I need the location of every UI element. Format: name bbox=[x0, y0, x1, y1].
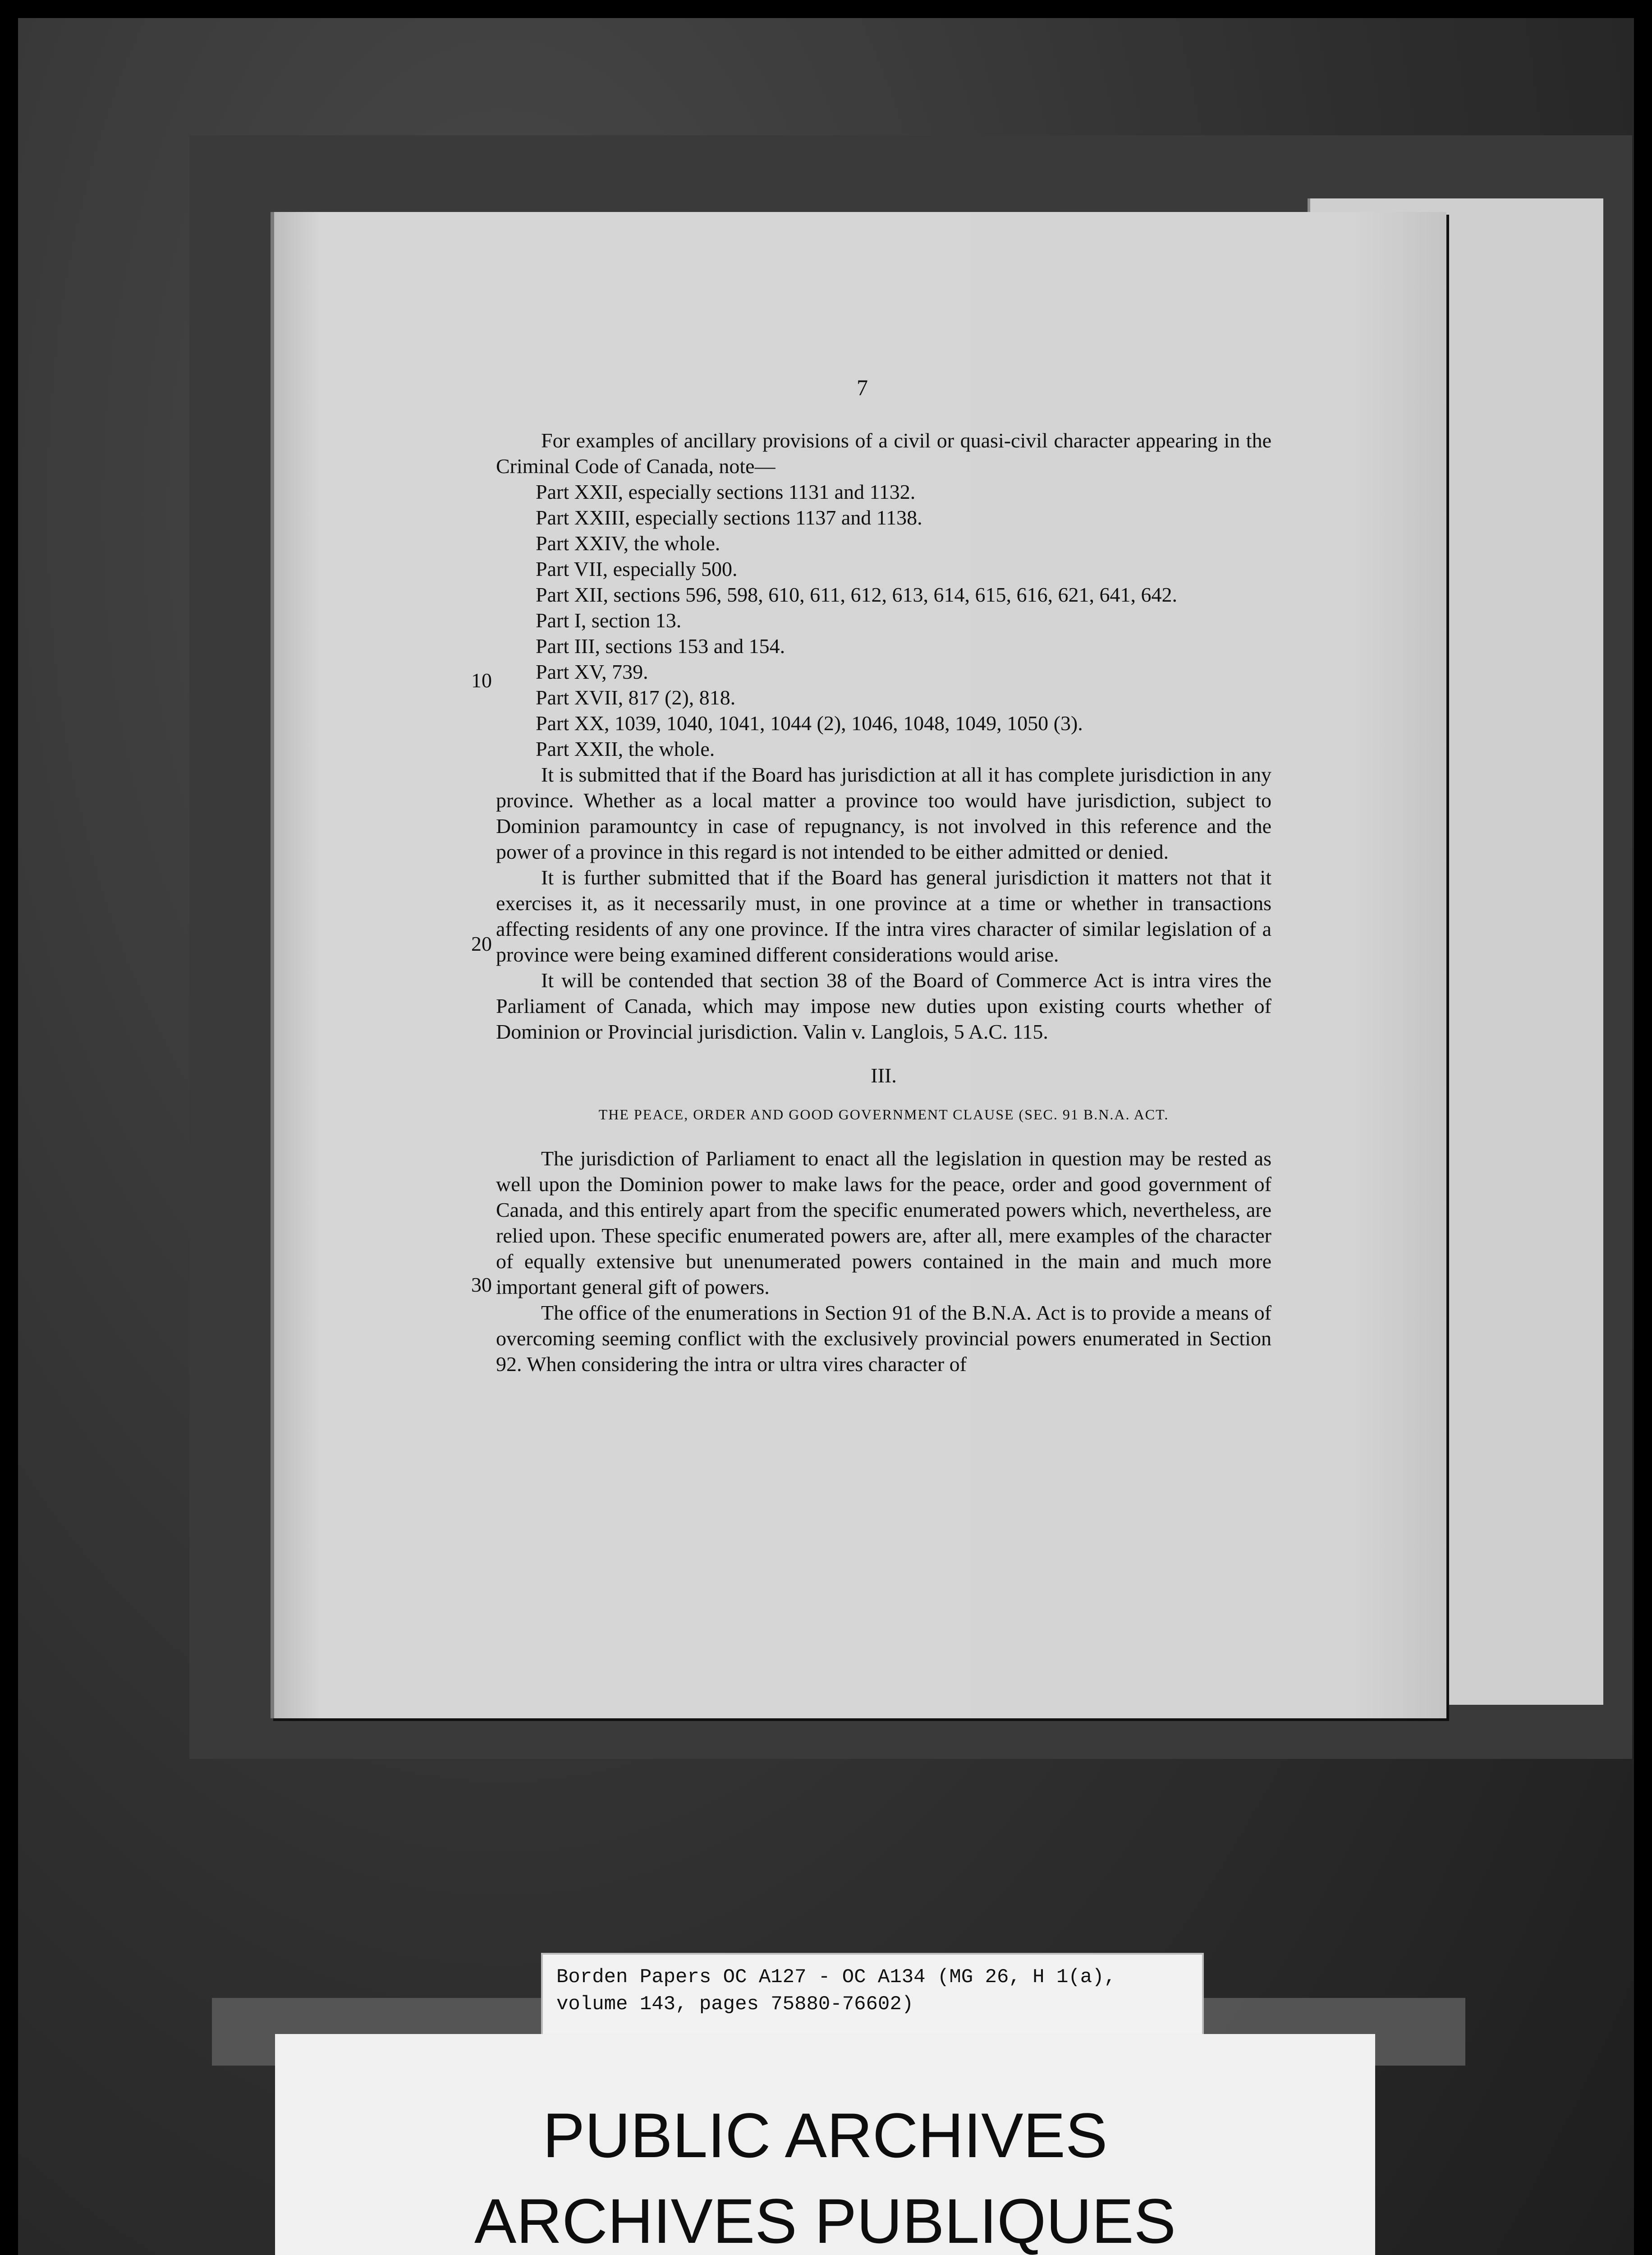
list-item: Part XII, sections 596, 598, 610, 611, 612, 613, 614, 615, 616, 621, 641, 642. bbox=[536, 583, 1177, 606]
intro-paragraph: For examples of ancillary provisions of a civil or quasi-civil character appearing in the Criminal Code of Canada, note— bbox=[496, 429, 1271, 478]
paragraph-peace-order: The jurisdiction of Parliament to enact all the legislation in question may be rested as well upon the Dominion power to make laws for the peace, order and good government of Canada, and this entirely apart from the specific enumerated powers which, nevertheless, are relied upon. These specific enumerated powers are, after all, mere examples of the character of equally extensive but unenumerated powers contained in the main and much more important general gift of powers. bbox=[496, 1147, 1271, 1298]
reference-line-2: volume 143, pages 75880-76602) bbox=[556, 1993, 914, 2016]
line-number-10: 10 bbox=[471, 669, 492, 692]
list-item: Part XXIV, the whole. bbox=[536, 532, 720, 555]
list-item: Part XXII, the whole. bbox=[536, 737, 715, 760]
list-item: Part XV, 739. bbox=[536, 660, 648, 683]
criminal-code-parts-list bbox=[496, 479, 1271, 762]
paragraph-section-38: It will be contended that section 38 of the Board of Commerce Act is intra vires the Parliament of Canada, which may impose new duties upon existing courts whether of Dominion or Provincial jurisdiction. Valin v. Langlois, 5 A.C. 115. bbox=[496, 969, 1271, 1043]
line-number-20: 20 bbox=[471, 932, 492, 955]
paragraph-general-jurisdiction: It is further submitted that if the Board has general jurisdiction it matters not that it exercises it, as it necessarily must, in one province at a time or whether in transactions affecting residents of any one province. If the intra vires character of similar legislation of a province were being examined different considerations would arise. bbox=[496, 866, 1271, 966]
document-body bbox=[496, 428, 1271, 1377]
archive-title-fr: ARCHIVES PUBLIQUES bbox=[474, 2186, 1176, 2255]
paragraph-jurisdiction: It is submitted that if the Board has jurisdiction at all it has complete jurisdiction in any province. Whether as a local matter a province too would have jurisdiction, subject to Dominion paramountcy in case of repugnancy, is not involved in this reference and the power of a province in this regard is not intended to be either admitted or denied. bbox=[496, 763, 1271, 863]
paragraph-enumerations: The office of the enumerations in Section 91 of the B.N.A. Act is to provide a means of overcoming seeming conflict with the exclusively provincial powers enumerated in Section 92. When considering the intra or ultra vires character of bbox=[496, 1301, 1271, 1376]
list-item: Part I, section 13. bbox=[536, 609, 682, 632]
line-number-30: 30 bbox=[471, 1273, 492, 1296]
section-heading: THE PEACE, ORDER AND GOOD GOVERNMENT CLAUSE (SEC. 91 B.N.A. ACT. bbox=[598, 1106, 1169, 1123]
list-item: Part XXIII, especially sections 1137 and 1138. bbox=[536, 506, 922, 529]
archive-card bbox=[275, 2034, 1375, 2255]
list-item: Part XVII, 817 (2), 818. bbox=[536, 686, 736, 709]
reference-line-1: Borden Papers OC A127 - OC A134 (MG 26, H 1(a), bbox=[556, 1966, 1116, 1988]
list-item: Part III, sections 153 and 154. bbox=[536, 635, 785, 658]
list-item: Part VII, especially 500. bbox=[536, 557, 738, 580]
list-item: Part XX, 1039, 1040, 1041, 1044 (2), 1046, 1048, 1049, 1050 (3). bbox=[536, 712, 1083, 735]
section-number: III. bbox=[871, 1064, 897, 1087]
list-item: Part XXII, especially sections 1131 and 1132. bbox=[536, 480, 916, 503]
archive-title-en: PUBLIC ARCHIVES bbox=[542, 2100, 1108, 2171]
page-number: 7 bbox=[857, 375, 868, 400]
reference-label bbox=[541, 1953, 1204, 2039]
